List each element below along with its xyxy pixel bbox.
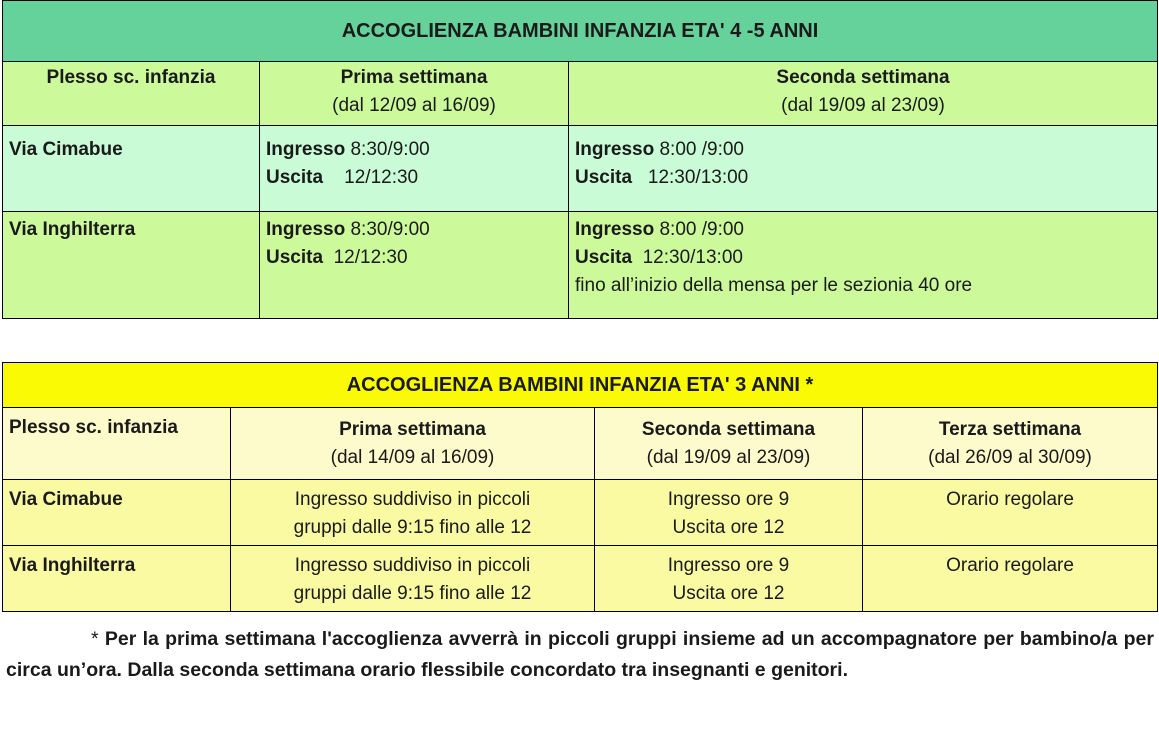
footnote-text: Per la prima settimana l'accoglienza avverrà in piccoli gruppi insieme ad un accompagnatore per bambino/a per circa un’ora. Dalla seconda settimana orario flessibile concordato tra insegnanti e genitori. (6, 628, 1154, 681)
row-plesso: Via Cimabue (3, 126, 260, 212)
row-week2: Ingresso ore 9 Uscita ore 12 (595, 480, 863, 546)
row-week1: Ingresso 8:30/9:00 Uscita 12/12:30 (260, 212, 569, 319)
row-week3: Orario regolare (863, 546, 1158, 612)
row-week1: Ingresso suddiviso in piccoli gruppi dalle 9:15 fino alle 12 (231, 546, 595, 612)
column-header-plesso: Plesso sc. infanzia (3, 408, 231, 480)
row-week3: Orario regolare (863, 480, 1158, 546)
column-header-week2: Seconda settimana (dal 19/09 al 23/09) (569, 62, 1158, 126)
table-row (3, 126, 1158, 212)
row-plesso: Via Inghilterra (3, 212, 260, 319)
row-week2: Ingresso ore 9 Uscita ore 12 (595, 546, 863, 612)
row-note: fino all’inizio della mensa per le sezionia 40 ore (575, 275, 973, 296)
table-row (3, 546, 1158, 612)
row-week1: Ingresso 8:30/9:00 Uscita 12/12:30 (260, 126, 569, 212)
table-row (3, 480, 1158, 546)
column-header-plesso: Plesso sc. infanzia (3, 62, 260, 126)
column-header-week1: Prima settimana (dal 12/09 al 16/09) (260, 62, 569, 126)
row-plesso: Via Cimabue (3, 480, 231, 546)
footnote-star: * (91, 628, 99, 650)
row-week2: Ingresso 8:00 /9:00 Uscita 12:30/13:00 fino all’inizio della mensa per le sezionia 40 ore (569, 212, 1158, 319)
table-row (3, 212, 1158, 319)
row-week1: Ingresso suddiviso in piccoli gruppi dalle 9:15 fino alle 12 (231, 480, 595, 546)
column-header-week2: Seconda settimana (dal 19/09 al 23/09) (595, 408, 863, 480)
row-plesso: Via Inghilterra (3, 546, 231, 612)
table-title: ACCOGLIENZA BAMBINI INFANZIA ETA' 3 ANNI * (3, 363, 1158, 408)
column-header-week3: Terza settimana (dal 26/09 al 30/09) (863, 408, 1158, 480)
footnote (6, 624, 1154, 686)
column-header-week1: Prima settimana (dal 14/09 al 16/09) (231, 408, 595, 480)
table-4-5-anni (2, 0, 1158, 319)
row-week2: Ingresso 8:00 /9:00 Uscita 12:30/13:00 (569, 126, 1158, 212)
table-title: ACCOGLIENZA BAMBINI INFANZIA ETA' 4 -5 ANNI (3, 1, 1158, 62)
table-3-anni (2, 362, 1158, 612)
